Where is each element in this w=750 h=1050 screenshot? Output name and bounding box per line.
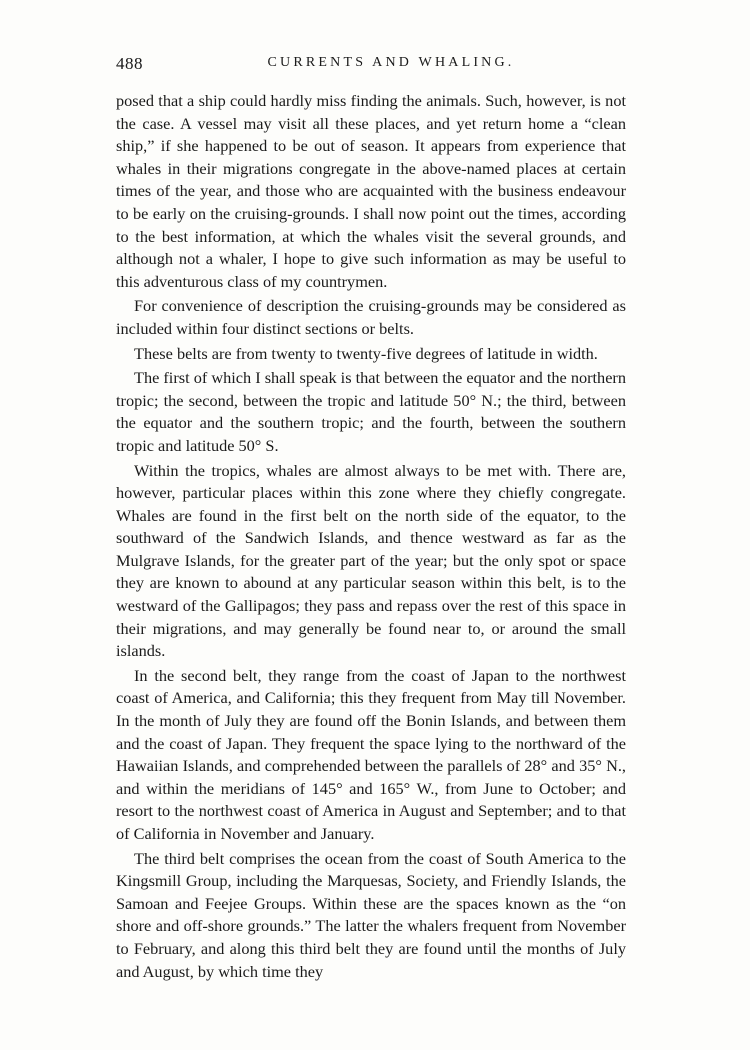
paragraph: In the second belt, they range from the coast of Japan to the northwest coast of America, and California; this they frequent from May till November. In the month of July they are found off the Bonin Islands, and between them and the coast of Japan. They frequent the space lying to the northward of the Hawaiian Islands, and comprehended between the parallels of 28° and 35° N., and within the meridians of 145° and 165° W., from June to October; and resort to the northwest coast of America in August and September; and to that of California in November and January. (116, 665, 626, 843)
paragraph: For convenience of description the cruising-grounds may be considered as included within four distinct sections or belts. (116, 296, 626, 338)
paragraph: The first of which I shall speak is that between the equator and the northern tropic; the second, between the tropic and latitude 50° N.; the third, between the equator and the southern tropic; and the fourth, between the southern tropic and latitude 50° S. (116, 368, 626, 455)
paragraph-continued: posed that a ship could hardly miss finding the animals. Such, however, is not the case. A vessel may visit all these places, and yet return home a “clean ship,” if she happened to be out of season. It appears from experience that whales in their migrations congregate in the above-named places at certain times of the year, and those who are acquainted with the business endeavour to be early on the cruising-grounds. I shall now point out the times, according to the best information, at which the whales visit the several grounds, and although not a whaler, I hope to give such information as may be useful to this adventurous class of my countrymen. (116, 91, 626, 291)
running-head-title: CURRENTS AND WHALING. (267, 55, 515, 70)
running-head (116, 54, 626, 80)
body-text (116, 90, 626, 985)
page-number: 488 (116, 54, 143, 73)
paragraph: These belts are from twenty to twenty-five degrees of latitude in width. (134, 343, 598, 363)
paragraph: Within the tropics, whales are almost always to be met with. There are, however, particular places within this zone where they chiefly congregate. Whales are found in the first belt on the north side of the equator, to the southward of the Sandwich Islands, and thence westward as far as the Mulgrave Islands, for the greater part of the year; but the only spot or space they are known to abound at any particular season within this belt, is to the westward of the Gallipagos; they pass and repass over the rest of this space in their migrations, and may generally be found near to, or around the small islands. (116, 460, 626, 661)
paragraph: The third belt comprises the ocean from the coast of South America to the Kingsmill Group, including the Marquesas, Society, and Friendly Islands, the Samoan and Feejee Groups. Within these are the spaces known as the “on shore and off-shore grounds.” The latter the whalers frequent from November to February, and along this third belt they are found until the months of July and August, by which time they (116, 848, 626, 981)
